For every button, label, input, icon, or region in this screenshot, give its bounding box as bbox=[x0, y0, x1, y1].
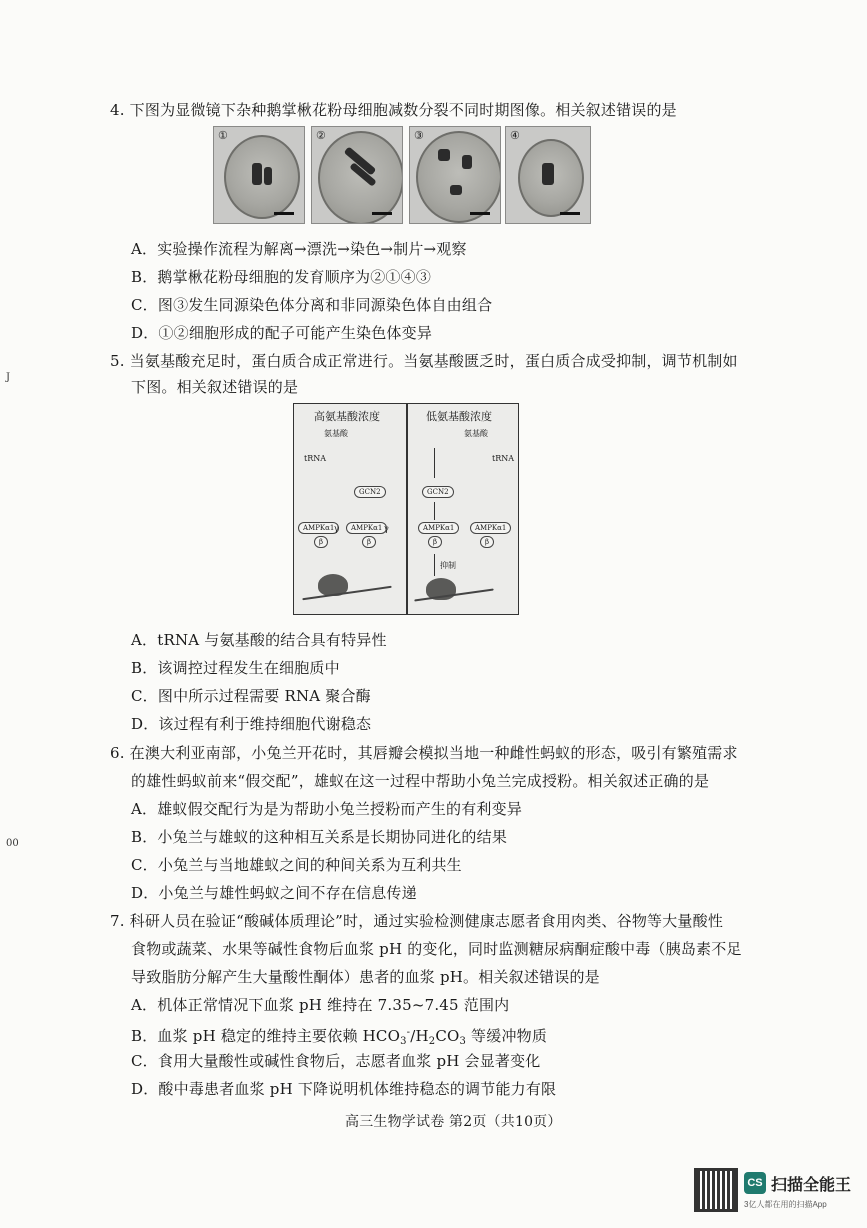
margin-mark: J bbox=[6, 372, 11, 383]
q6-option-a: A．雄蚁假交配行为是为帮助小兔兰授粉而产生的有利变异 bbox=[131, 800, 523, 818]
page-footer: 高三生物学试卷 第2页（共10页） bbox=[345, 1114, 562, 1130]
micrograph-label: ② bbox=[316, 129, 326, 142]
q6-option-d: D．小兔兰与雄性蚂蚁之间不存在信息传递 bbox=[131, 884, 417, 902]
q7-stem-line1: 7. 科研人员在验证“酸碱体质理论”时，通过实验检测健康志愿者食用肉类、谷物等大量酸性 bbox=[110, 912, 724, 930]
q7-option-c: C．食用大量酸性或碱性食物后，志愿者血浆 pH 会显著变化 bbox=[131, 1052, 541, 1070]
micrograph-label: ① bbox=[218, 129, 228, 142]
q7-option-b: B．血浆 pH 稳定的维持主要依赖 $HCO_3^-/H_2CO_3$ 等缓冲物质 bbox=[131, 1027, 548, 1047]
diagram-left-header: 高氨基酸浓度 bbox=[314, 410, 380, 423]
q7-stem-line2: 食物或蔬菜、水果等碱性食物后血浆 pH 的变化，同时监测糖尿病酮症酸中毒（胰岛素不足 bbox=[131, 940, 742, 958]
q6-stem-line2: 的雄性蚂蚁前来“假交配”，雄蚁在这一过程中帮助小兔兰完成授粉。相关叙述正确的是 bbox=[131, 772, 710, 790]
q6-option-b: B．小兔兰与雄蚁的这种相互关系是长期协同进化的结果 bbox=[131, 828, 508, 846]
inhibit-label: 抑制 bbox=[440, 561, 456, 570]
ampk-label: AMPKα1 bbox=[470, 522, 511, 534]
q4-option-a: A．实验操作流程为解离→漂洗→染色→制片→观察 bbox=[131, 240, 467, 258]
amino-acid-label: 氨基酸 bbox=[324, 429, 348, 438]
q5-option-d: D．该过程有利于维持细胞代谢稳态 bbox=[131, 715, 372, 733]
micrograph-label: ④ bbox=[510, 129, 520, 142]
q5-option-c: C．图中所示过程需要 RNA 聚合酶 bbox=[131, 687, 371, 705]
micrograph-3 bbox=[409, 126, 501, 224]
ampk-label: AMPKα1 bbox=[418, 522, 459, 534]
camscanner-name: 扫描全能王 bbox=[771, 1177, 852, 1194]
diagram-right-header: 低氨基酸浓度 bbox=[426, 410, 492, 423]
micrograph-label: ③ bbox=[414, 129, 424, 142]
beta-label: β bbox=[480, 536, 494, 548]
q5-option-b: B．该调控过程发生在细胞质中 bbox=[131, 659, 340, 677]
q5-option-a: A．tRNA 与氨基酸的结合具有特异性 bbox=[131, 631, 387, 649]
q7-option-d: D．酸中毒患者血浆 pH 下降说明机体维持稳态的调节能力有限 bbox=[131, 1080, 557, 1098]
beta-label: β bbox=[362, 536, 376, 548]
beta-label: β bbox=[428, 536, 442, 548]
micrograph-4 bbox=[505, 126, 591, 224]
q4-option-c: C．图③发生同源染色体分离和非同源染色体自由组合 bbox=[131, 296, 493, 314]
beta-label: β bbox=[314, 536, 328, 548]
q4-stem: 4. 下图为显微镜下杂种鹅掌楸花粉母细胞减数分裂不同时期图像。相关叙述错误的是 bbox=[110, 101, 677, 119]
gamma-label: γ bbox=[334, 524, 339, 533]
q4-option-d: D．①②细胞形成的配子可能产生染色体变异 bbox=[131, 324, 433, 342]
amino-acid-label: 氨基酸 bbox=[464, 429, 488, 438]
q5-stem-line2: 下图。相关叙述错误的是 bbox=[131, 378, 299, 396]
camscanner-logo-icon: CS bbox=[744, 1172, 766, 1194]
qr-code bbox=[694, 1168, 738, 1212]
gcn2-label: GCN2 bbox=[354, 486, 386, 498]
trna-label: tRNA bbox=[304, 454, 327, 463]
q7-option-a: A．机体正常情况下血浆 pH 维持在 7.35~7.45 范围内 bbox=[131, 996, 510, 1014]
ampk-label: AMPKα1 bbox=[346, 522, 387, 534]
q7-stem-line3: 导致脂肪分解产生大量酸性酮体）患者的血浆 pH。相关叙述错误的是 bbox=[131, 968, 600, 986]
q4-option-b: B．鹅掌楸花粉母细胞的发育顺序为②①④③ bbox=[131, 268, 432, 286]
margin-mark: 00 bbox=[6, 838, 19, 849]
q6-option-c: C．小兔兰与当地雄蚁之间的种间关系为互利共生 bbox=[131, 856, 462, 874]
micrograph-2 bbox=[311, 126, 403, 224]
q5-stem-line1: 5. 当氨基酸充足时，蛋白质合成正常进行。当氨基酸匮乏时，蛋白质合成受抑制，调节机制如 bbox=[110, 352, 738, 370]
gamma-label: γ bbox=[384, 524, 389, 533]
q6-stem-line1: 6. 在澳大利亚南部，小兔兰开花时，其唇瓣会模拟当地一种雌性蚂蚁的形态，吸引有繁殖需求 bbox=[110, 744, 738, 762]
gcn2-label: GCN2 bbox=[422, 486, 454, 498]
trna-label: tRNA bbox=[492, 454, 515, 463]
ampk-label: AMPKα1 bbox=[298, 522, 339, 534]
camscanner-tagline: 3亿人都在用的扫描App bbox=[744, 1200, 827, 1209]
regulation-diagram bbox=[293, 403, 519, 615]
micrograph-1 bbox=[213, 126, 305, 224]
